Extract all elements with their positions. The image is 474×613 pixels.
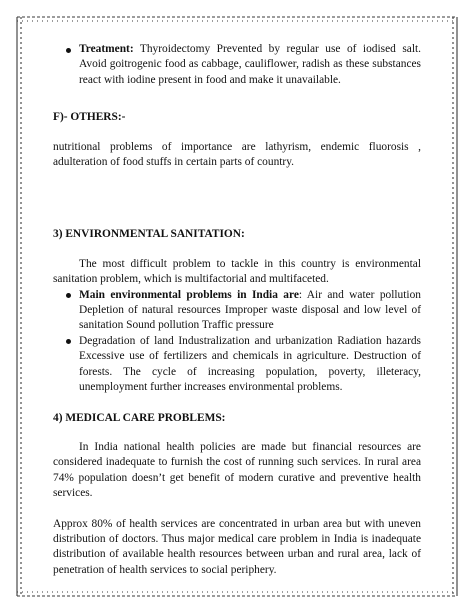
- others-heading: F)- OTHERS:-: [53, 111, 126, 124]
- environmental-list: [53, 288, 421, 396]
- medical-paragraph-2: Approx 80% of health services are concentrated in urban area but with uneven distribution of doctors. Thus major medical care problem in India is inadequate distribution of available health resources between urban and rural area, lack of penetration of health services to social periphery.: [53, 517, 421, 576]
- treatment-label: Treatment:: [79, 43, 134, 55]
- environmental-bullet-text: Degradation of land Industralization and urbanization Radiation hazards Excessive use of fertilizers and chemicals in agriculture. Destruction of forests. The cycle of increasing population, poverty, illeteracy, unemployment further increases environmental problems.: [79, 334, 421, 394]
- environmental-bullet: [53, 334, 421, 396]
- document-body: [53, 42, 421, 578]
- environmental-intro: The most difficult problem to tackle in this country is environmental sanitation problem, which is multifactorial and multifaceted.: [53, 257, 421, 286]
- environmental-bullet-label: Main environmental problems in India are: [79, 288, 299, 301]
- bullet-icon: [66, 293, 71, 298]
- treatment-item: [53, 42, 421, 88]
- environmental-bullet: [53, 288, 421, 334]
- environmental-heading: 3) ENVIRONMENTAL SANITATION:: [53, 228, 245, 241]
- others-text: nutritional problems of importance are lathyrism, endemic fluorosis , adulteration of food stuffs in certain parts of country.: [53, 140, 421, 169]
- medical-paragraph-1: In India national health policies are made but financial resources are considered inadequate to furnish the cost of running such services. In rural area 74% population doesn’t get benefit of modern curative and preventive health services.: [53, 440, 421, 500]
- bullet-icon: [66, 339, 71, 344]
- treatment-list: [53, 42, 421, 88]
- treatment-text: Thyroidectomy Prevented by regular use of iodised salt. Avoid goitrogenic food as cabbage, cauliflower, radish as these substances react with iodine present in food and make it unavailable.: [79, 43, 421, 86]
- bullet-icon: [66, 48, 71, 53]
- medical-heading: 4) MEDICAL CARE PROBLEMS:: [53, 411, 226, 424]
- environmental-bullet-text: : Air and water pollution Depletion of natural resources Improper waste disposal and low level of sanitation Sound pollution Traffic pressure: [79, 288, 421, 332]
